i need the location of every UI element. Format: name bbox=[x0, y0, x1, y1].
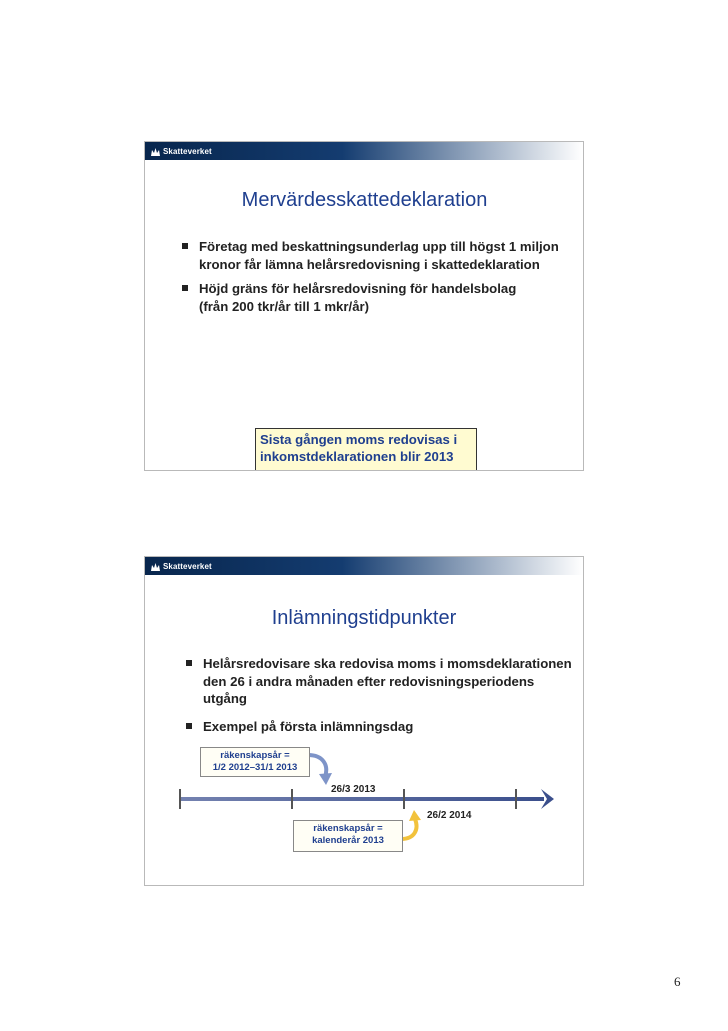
bullet-square-icon bbox=[182, 243, 188, 249]
bullet-text: Höjd gräns för helårsredovisning för handelsbolag (från 200 tkr/år till 1 mkr/år) bbox=[199, 281, 517, 314]
note-box: Sista gången moms redovisas i inkomstdeklarationen blir 2013 bbox=[255, 428, 477, 471]
callout-text: räkenskapsår = 1/2 2012–31/1 2013 bbox=[212, 750, 298, 773]
bullet-list bbox=[178, 238, 573, 322]
curved-arrow-2-head bbox=[409, 810, 421, 821]
callout-text: räkenskapsår = kalenderår 2013 bbox=[312, 823, 384, 846]
fiscal-year-callout-2 bbox=[293, 820, 403, 852]
timeline-tick bbox=[403, 789, 405, 809]
bullet-text: Exempel på första inlämningsdag bbox=[203, 718, 414, 734]
slide-title: Inlämningstidpunkter bbox=[271, 607, 457, 629]
timeline-tick bbox=[515, 789, 517, 809]
fiscal-year-callout-1 bbox=[200, 747, 310, 777]
timeline-axis bbox=[179, 797, 544, 801]
bullet-text: Helårsredovisare ska redovisa moms i momsdeklarationen den 26 i andra månaden efter redovisningsperiodens utgång bbox=[203, 656, 572, 706]
slide-inlamningstidpunkter bbox=[144, 556, 584, 886]
slide-mervardesskattedeklaration bbox=[144, 141, 584, 471]
bullet-item bbox=[178, 238, 573, 273]
bullet-square-icon bbox=[182, 285, 188, 291]
logo-text: Skatteverket bbox=[163, 561, 212, 571]
curved-arrow-2 bbox=[401, 819, 416, 839]
logo-text: Skatteverket bbox=[163, 146, 212, 156]
timeline-tick bbox=[291, 789, 293, 809]
skatteverket-logo bbox=[150, 145, 212, 157]
timeline-tick bbox=[179, 789, 181, 809]
page-number: 6 bbox=[674, 974, 681, 989]
date-label-1: 26/3 2013 bbox=[331, 784, 376, 795]
crown-icon bbox=[150, 146, 161, 157]
slide-title: Mervärdesskattedeklaration bbox=[241, 189, 488, 211]
bullet-item bbox=[178, 280, 573, 315]
date-label-2: 26/2 2014 bbox=[427, 810, 472, 821]
slide-header-bar bbox=[145, 142, 583, 160]
bullet-text: Företag med beskattningsunderlag upp till högst 1 miljon kronor får lämna helårsredovisning i skattedeklaration bbox=[199, 239, 559, 272]
